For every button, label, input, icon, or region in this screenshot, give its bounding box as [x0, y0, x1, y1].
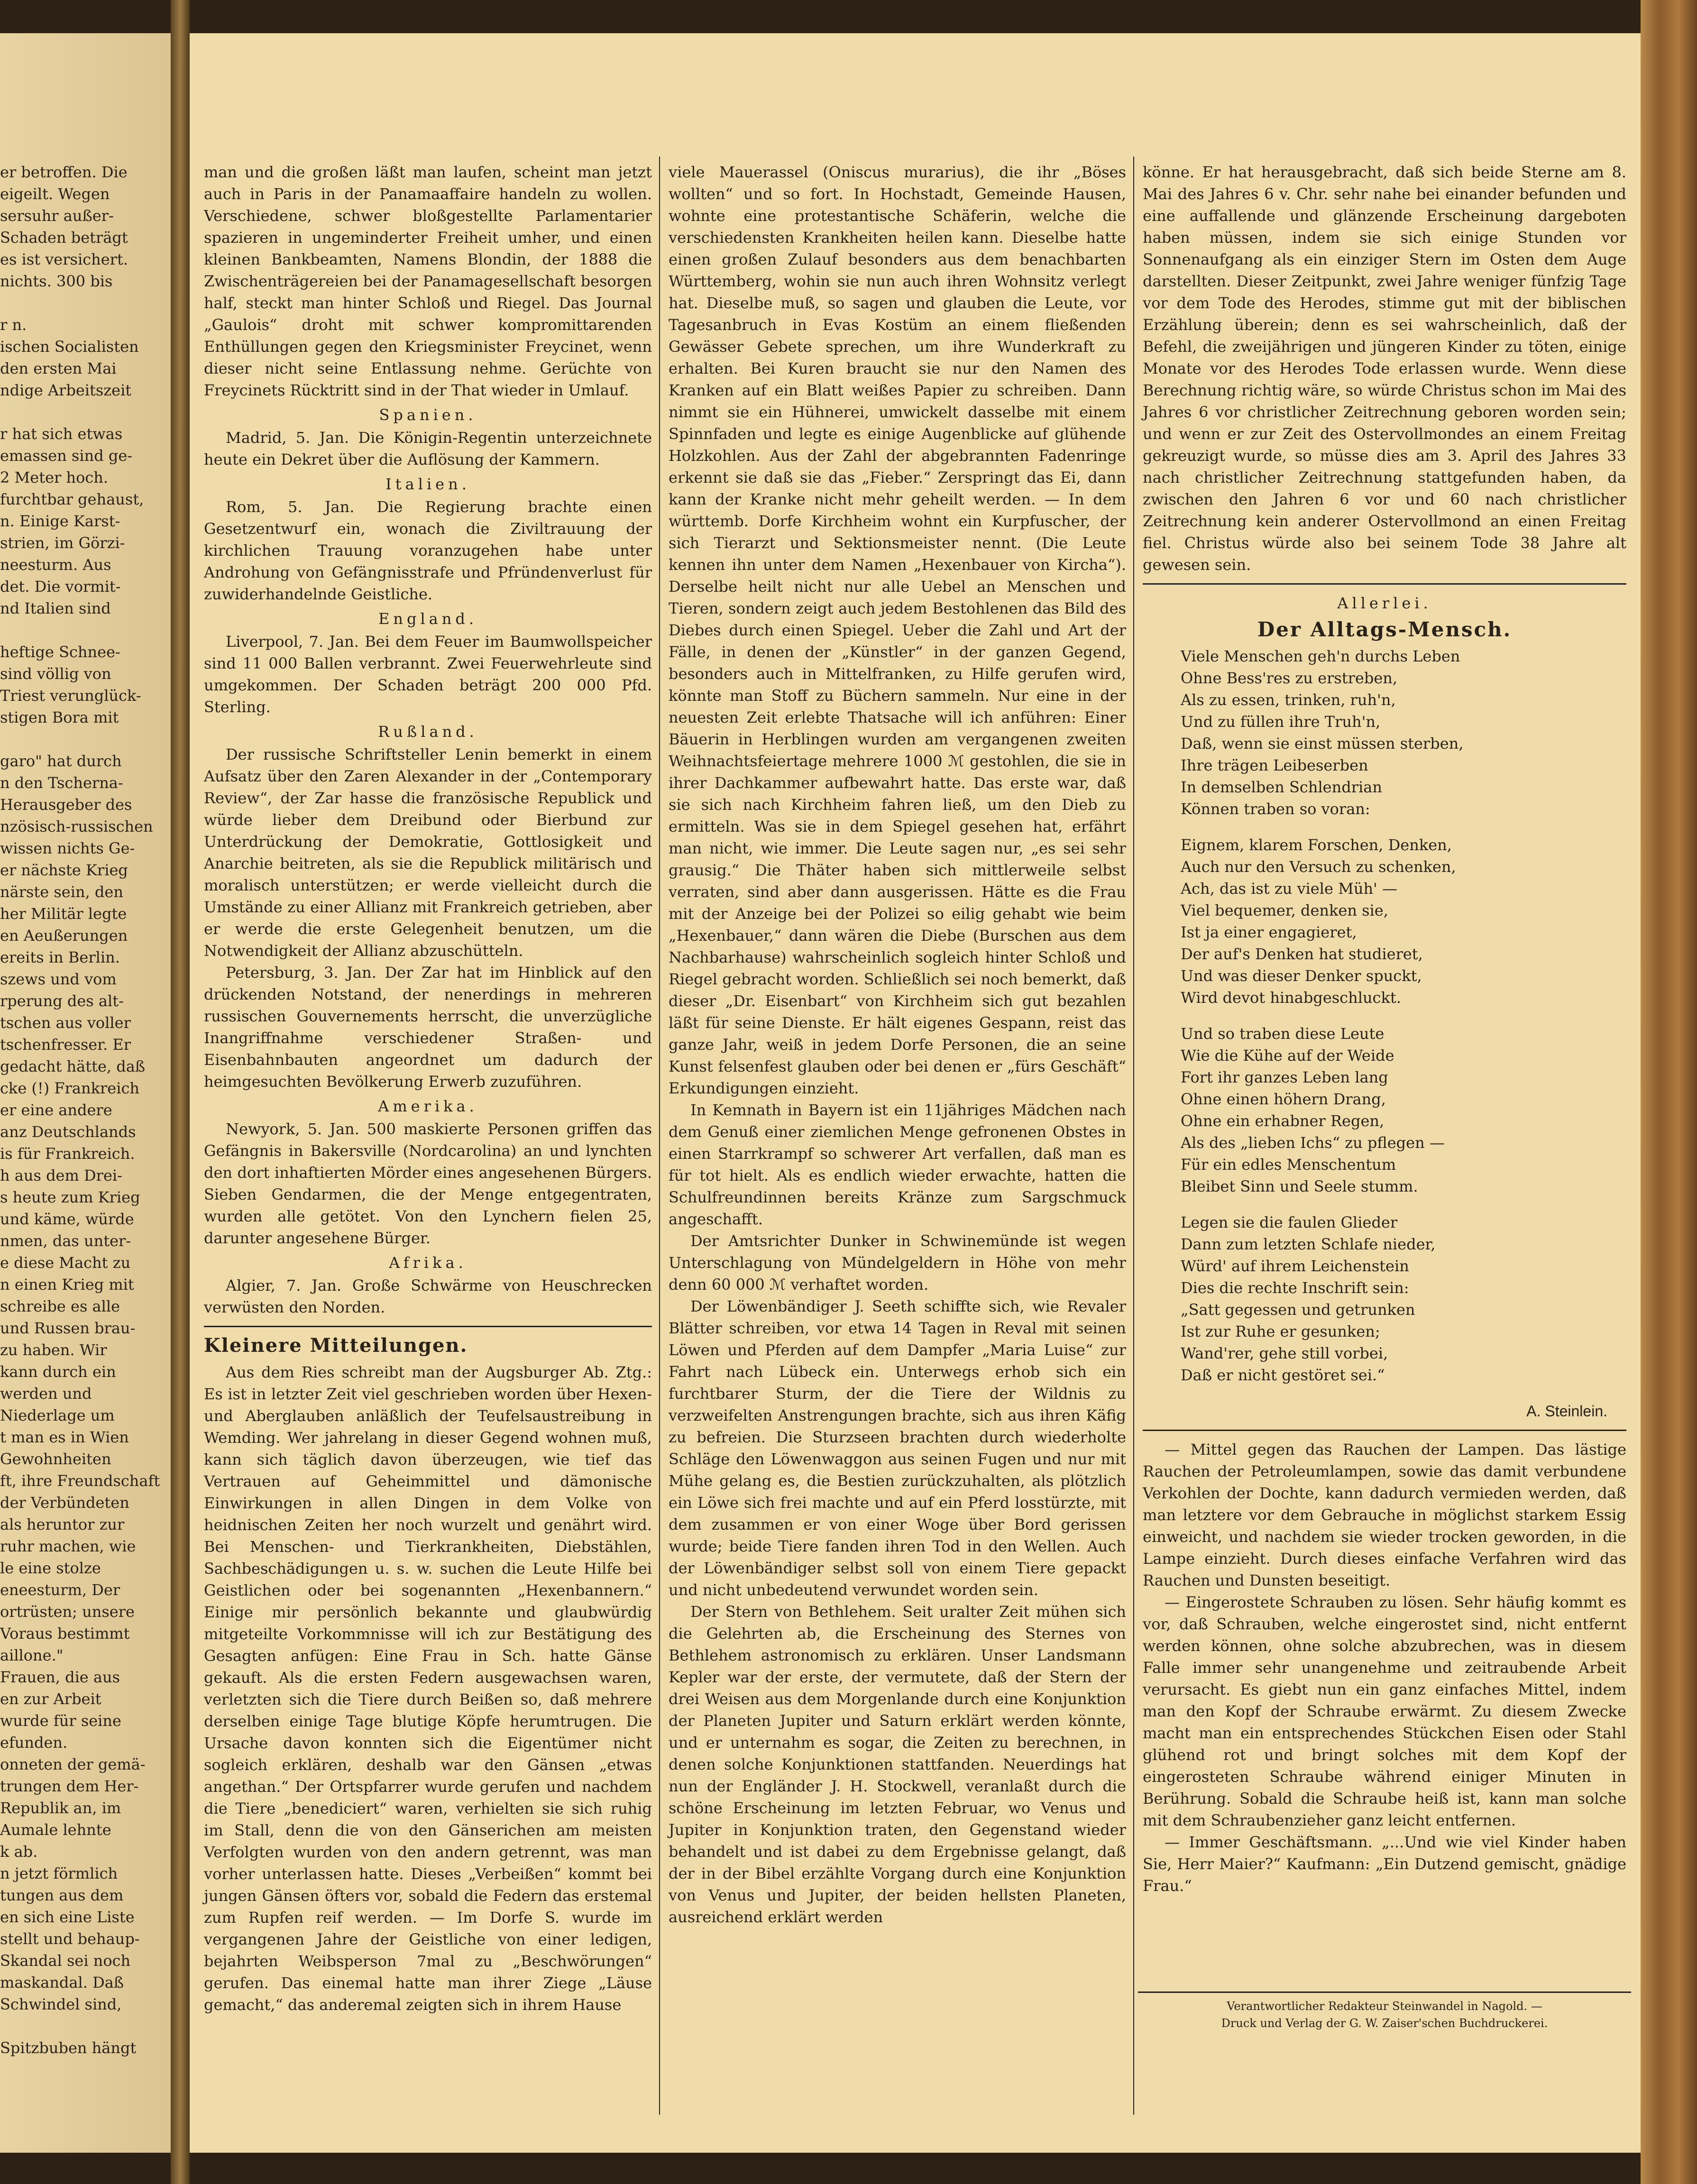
poem-line: Der auf's Denken hat studieret,: [1181, 945, 1423, 963]
left-page-line: Skandal sei noch: [0, 1952, 131, 1970]
left-page-line: det. Die vormit-: [0, 578, 121, 596]
left-page-line: rperung des alt-: [0, 992, 124, 1010]
left-page-line: kann durch ein: [0, 1363, 116, 1381]
africa-paragraph: Algier, 7. Jan. Große Schwärme von Heuschrecken verwüsten den Norden.: [204, 1276, 652, 1316]
section-divider-3: [1143, 1430, 1626, 1431]
heading-spain: Spanien.: [379, 406, 477, 424]
section-divider-2: [1143, 583, 1626, 585]
poem-line: Wird devot hinabgeschluckt.: [1181, 989, 1401, 1007]
poem-line: Viel bequemer, denken sie,: [1181, 901, 1388, 919]
left-page-line: ortrüsten; unsere: [0, 1603, 135, 1621]
judge-paragraph: Der Amtsrichter Dunker in Schwinemünde ist wegen Unterschlagung von Mündelgeldern in Höhe von mehr denn 60 000 ℳ verhaftet worden.: [669, 1232, 1126, 1294]
poem-title: Der Alltags-Mensch.: [1257, 618, 1512, 641]
poem-line: Und so traben diese Leute: [1181, 1025, 1385, 1043]
column-rule-1: [659, 156, 660, 2115]
left-page-line: der Verbündeten: [0, 1494, 129, 1512]
left-page-line: r n.: [0, 316, 27, 334]
poem-line: Als zu essen, trinken, ruh'n,: [1181, 691, 1396, 709]
poem-line: Ist zur Ruhe er gesunken;: [1181, 1322, 1380, 1340]
left-page-column: [0, 161, 166, 2059]
superstition-paragraph: Aus dem Ries schreibt man der Augsburger Ab. Ztg.: Es ist in letzter Zeit viel geschrieben worden über Hexen- und Aberglauben anläßlich der Teufelsaustreibung in Wemding. Wer jahrelang in dieser Gegend wohnen muß, kann sich täglich davon überzeugen, wie tief das Vertrauen auf Geheimmittel und dämonische Einwirkungen in allen Dingen in dem Volke von heidnischen Zeiten her noch wurzelt und genährt wird. Bei Menschen- und Tierkrankheiten, Diebstählen, Sachbeschädigungen u. s. w. suchen die Leute Hilfe bei Geistlichen oder bei sogenannten „Hexenbannern.“ Einige mir persönlich bekannte und glaubwürdig mitgeteilte Vorkommnisse will ich zur Bestätigung des Gesagten anfügen: Eine Frau in Sch. hatte Gänse gekauft. Als die ersten Federn ausgewachsen waren, verletzten sich die Tiere durch Beißen so, daß mehrere derselben einige Tage blutige Köpfe herumtrugen. Die Ursache davon konnten sich die Eigentümer nicht sogleich erklären, deshalb war den Gänsen „etwas angethan.“ Der Ortspfarrer wurde gerufen und nachdem die Tiere „benediciert“ waren, verhielten sie sich ruhig im Stall, denn die von den Gänserichen am meisten Verfolgten wurden von den andern getrennt, was man vorher unterlassen hatte. Dieses „Verbeißen“ kommt bei jungen Gänsen öfters vor, sobald die Federn das erstemal zum Rupfen reif werden. — Im Dorfe S. wurde im vergangenen Jahre der Geistliche von einer ledigen, bejahrten Weibsperson 7mal zu „Beschwörungen“ gerufen. Das einemal hatte man ihrer Ziege „Läuse gemacht,“ das anderemal zeigten sich in ihrem Hause: [204, 1363, 652, 2014]
left-page-line: neesturm. Aus: [0, 556, 111, 574]
left-page-line: r hat sich etwas: [0, 425, 123, 443]
imprint: [1138, 1991, 1631, 2032]
left-page-line: en zur Arbeit: [0, 1690, 101, 1708]
left-page-line: szews und vom: [0, 970, 117, 988]
poem-line: Ist ja einer engagieret,: [1181, 923, 1357, 941]
left-page-line: als heruntor zur: [0, 1515, 125, 1533]
left-page-line: ft, ihre Freundschaft: [0, 1472, 160, 1490]
left-page-line: eneesturm, Der: [0, 1581, 120, 1599]
left-page-line: tungen aus dem: [0, 1886, 124, 1904]
left-page-line: cke (!) Frankreich: [0, 1079, 139, 1097]
column-2: [669, 161, 1126, 2120]
star-bethlehem-paragraph: Der Stern von Bethlehem. Seit uralter Zeit mühen sich die Gelehrten ab, die Erscheinung des Sternes von Bethlehem astronomisch zu erklären. Unser Landsmann Kepler war der erste, der vermutete, daß der Stern der drei Weisen aus dem Morgenlande durch eine Konjunktion der Planeten Jupiter und Saturn erklärt werden könnte, und er unternahm es sogar, die Zeiten zu berechnen, in denen solche Konjunktionen stattfanden. Neuerdings hat nun der Engländer J. H. Stockwell, veranlaßt durch die schöne Erscheinung im letzten Februar, wo Venus und Jupiter in Konjunktion traten, den Gegenstand wieder behandelt und ist dabei zu dem Ergebnisse gelangt, daß der in der Bibel erzählte Vorgang durch eine Konjunktion von Venus und Jupiter, der beiden hellsten Planeten, ausreichend erklärt werden: [669, 1603, 1126, 1926]
italy-paragraph: Rom, 5. Jan. Die Regierung brachte einen Gesetzentwurf ein, wonach die Ziviltrauung der kirchlichen Trauung voranzugehen habe unter Androhung von Gefängnisstrafe und Pfründenverlust für zuwiderhandelnde Geistliche.: [204, 498, 652, 603]
left-page-line: s heute zum Krieg: [0, 1188, 140, 1206]
poem-stanza-3: [1181, 1023, 1626, 1197]
left-page-line: n. Einige Karst-: [0, 512, 120, 530]
poem-line: Dann zum letzten Schlafe nieder,: [1181, 1235, 1436, 1253]
poem-line: Viele Menschen geh'n durchs Leben: [1181, 647, 1460, 665]
heading-africa: Afrika.: [389, 1254, 467, 1272]
left-page-line: Triest verunglück-: [0, 687, 141, 705]
left-page-line: ischen Socialisten: [0, 338, 139, 356]
left-page-line: her Militär legte: [0, 905, 127, 923]
left-page-line: Schaden beträgt: [0, 229, 128, 247]
poem-stanza-4: [1181, 1211, 1626, 1386]
heading-america: Amerika.: [378, 1097, 478, 1115]
lion-tamer-paragraph: Der Löwenbändiger J. Seeth schiffte sich, wie Revaler Blätter schreiben, vor etwa 14 Tagen in Reval mit seinen Löwen und Pferden auf dem Dampfer „Maria Luise“ zur Fahrt nach Lübeck ein. Unterwegs erhob sich ein furchtbarer Sturm, der die Tiere der Wildnis zu verzweifelten Anstrengungen brachte, sich aus ihren Käfig zu befreien. Die Sturzseen brachten durch wiederholte Schläge den Löwenwaggon aus seinen Fugen und nur mit Mühe gelang es, die Bestien zurückzuhalten, als plötzlich ein Löwe sich frei machte und auf ein Pferd losstürzte, mit dem zusammen er von einer Woge über Bord gerissen wurde; beide Tiere fanden ihren Tod in den Wellen. Auch der Löwenbändiger selbst soll von einem Tiere gepackt und nicht unbedeutend verwundet worden sein.: [669, 1297, 1126, 1599]
book-gutter: [171, 0, 190, 2184]
left-page-line: efunden.: [0, 1734, 68, 1752]
poem-line: Als des „lieben Ichs“ zu pflegen —: [1181, 1134, 1445, 1152]
left-page-line: en sich eine Liste: [0, 1908, 135, 1926]
poem-line: Und was dieser Denker spuckt,: [1181, 967, 1422, 985]
poem-line: Daß er nicht gestöret sei.“: [1181, 1366, 1385, 1384]
joke-paragraph: — Immer Geschäftsmann. „...Und wie viel Kinder haben Sie, Herr Maier?“ Kaufmann: „Ein Dutzend gemischt, gnädige Frau.“: [1143, 1833, 1626, 1895]
left-page-line: [0, 728, 166, 750]
america-paragraph: Newyork, 5. Jan. 500 maskierte Personen griffen das Gefängnis in Bakersville (Nordcarolina) an und lynchten den dort inhaftierten Mörder eines angesehenen Bürgers. Sieben Gendarmen, die der Menge entgegentraten, wurden alle getötet. Von den Lynchern fielen 25, darunter angesehene Bürger.: [204, 1120, 652, 1247]
left-page-line: n jetzt förmlich: [0, 1864, 118, 1882]
lamp-tip-paragraph: — Mittel gegen das Rauchen der Lampen. Das lästige Rauchen der Petroleumlampen, sowie das damit verbundene Verkohlen der Dochte, kann dadurch vermieden werden, daß man letztere vor dem Gebrauche in möglichst starkem Essig einweicht, und nachdem sie wieder trocken geworden, in die Lampe einzieht. Durch dieses einfache Verfahren wird das Rauchen und Dunsten beseitigt.: [1143, 1441, 1626, 1589]
left-page-line: ndige Arbeitszeit: [0, 381, 132, 399]
poem-line: Wand'rer, gehe still vorbei,: [1181, 1344, 1388, 1362]
poem-line: Eignem, klarem Forschen, Denken,: [1181, 836, 1452, 854]
left-page-line: Herausgeber des: [0, 796, 132, 814]
poem-line: Würd' auf ihrem Leichenstein: [1181, 1257, 1409, 1275]
poem-line: „Satt gegessen und getrunken: [1181, 1301, 1415, 1319]
left-page-line: wissen nichts Ge-: [0, 839, 135, 857]
left-page-line: [0, 619, 166, 641]
left-page-line: t man es in Wien: [0, 1428, 129, 1446]
poem-line: Bleibet Sinn und Seele stumm.: [1181, 1177, 1418, 1195]
england-paragraph: Liverpool, 7. Jan. Bei dem Feuer im Baumwollspeicher sind 11 000 Ballen verbrannt. Zwei Feuerwehrleute sind umgekommen. Der Schaden beträgt 200 000 Pfd. Sterling.: [204, 633, 652, 716]
poem-line: Fort ihr ganzes Leben lang: [1181, 1068, 1388, 1086]
column-1: [204, 161, 652, 2120]
heading-italy: Italien.: [385, 475, 470, 493]
left-page-line: heftige Schnee-: [0, 643, 120, 661]
poem-line: Ach, das ist zu viele Müh' —: [1181, 880, 1398, 898]
poem: [1143, 645, 1626, 1386]
left-page-line: sersuhr außer-: [0, 207, 114, 225]
left-page-line: und Russen brau-: [0, 1319, 136, 1337]
left-page-line: werden und: [0, 1385, 92, 1403]
left-page-line: e diese Macht zu: [0, 1254, 131, 1272]
russia-paragraph-1: Der russische Schriftsteller Lenin bemerkt in einem Aufsatz über den Zaren Alexander in der „Contemporary Review“, der Zar hasse die französische Republick und würde lieber dem Dreibund oder Bierbund zur Unterdrückung der Demokratie, Gottlosigkeit und Anarchie beitreten, als sie die Republick militärisch und moralisch unterstützen; er werde vielleicht durch die Umstände zu einer Allianz mit Frankreich getrieben, aber er werde die erste Gelegenheit benutzen, um die Notwendigkeit der Allianz abzuschütteln.: [204, 745, 652, 960]
poem-author: A. Steinlein.: [1526, 1403, 1607, 1420]
heading-miscellany: Allerlei.: [1337, 594, 1432, 612]
poem-line: Ohne Bess'res zu erstreben,: [1181, 669, 1398, 687]
russia-paragraph-2: Petersburg, 3. Jan. Der Zar hat im Hinblick auf den drückenden Notstand, der nenerdings in mehreren russischen Gouvernements herrscht, die unverzügliche Inangriffnahme verschiedener Straßen- und Eisenbahnbauten angeordnet um dadurch der heimgesuchten Bevölkerung Erwerb zuzuführen.: [204, 964, 652, 1091]
left-page-line: Schwindel sind,: [0, 1995, 122, 2013]
left-page-line: n den Tscherna-: [0, 774, 123, 792]
left-page-line: den ersten Mai: [0, 359, 117, 377]
left-page-line: tschenfresser. Er: [0, 1036, 131, 1054]
poem-line: Ohne ein erhabner Regen,: [1181, 1112, 1385, 1130]
left-page-line: k ab.: [0, 1843, 38, 1861]
left-page-line: ruhr machen, wie: [0, 1537, 136, 1555]
section-divider: [204, 1326, 652, 1327]
imprint-publisher: Druck und Verlag der G. W. Zaiser'schen Buchdruckerei.: [1221, 2017, 1548, 2030]
star-continuation-paragraph: könne. Er hat herausgebracht, daß sich beide Sterne am 8. Mai des Jahres 6 v. Chr. sehr nahe bei einander befunden und eine auffallende und glänzende Erscheinung dargeboten haben müssen, indem sie sich einige Stunden vor Sonnenaufgang als ein einziger Stern im Osten dem Auge darstellten. Dieser Zeitpunkt, zwei Jahre weniger fünfzig Tage vor dem Tode des Herodes, stimme gut mit der biblischen Erzählung überein; denn es sei wahrscheinlich, daß der Befehl, die zweijährigen und jüngeren Kinder zu töten, einige Monate vor des Herodes Tode erlassen wurde. Wenn diese Berechnung richtig wäre, so würde Christus schon im Mai des Jahres 6 vor christlicher Zeitrechnung geboren worden sein; und wenn er zur Zeit des Ostervollmondes an einem Freitag gekreuzigt wurde, so müsse dies am 3. April des Jahres 33 nach christlicher Zeitrechnung stattgefunden haben, da zwischen den Jahren 6 vor und 60 nach christlicher Zeitrechnung kein anderer Ostervollmond an einen Freitag fiel. Christus würde also bei seinem Tode 38 Jahre alt gewesen sein.: [1143, 163, 1626, 574]
left-page-line: strien, im Görzi-: [0, 534, 125, 552]
left-page-line: maskandal. Daß: [0, 1973, 124, 1991]
poem-line: Ohne einen höhern Drang,: [1181, 1090, 1386, 1108]
left-page-line: anz Deutschlands: [0, 1123, 136, 1141]
left-page-line: stigen Bora mit: [0, 708, 119, 726]
screw-tip-paragraph: — Eingerostete Schrauben zu lösen. Sehr häufig kommt es vor, daß Schrauben, welche eingerostet sind, nicht entfernt werden können, ohne solche abzubrechen, was in diesem Falle immer sehr unangenehme und zeitraubende Arbeit verursacht. Es giebt nun ein ganz einfaches Mittel, indem man den Kopf der Schraube erwärmt. Zu diesem Zwecke macht man ein entsprechendes Stückchen Eisen oder Stahl glühend rot und bringt solches mit dem Kopf der eingerosteten Schraube während einiger Minuten in Berührung. Sobald die Schraube heiß ist, kann man solche mit dem Schraubenzieher ganz leicht entfernen.: [1143, 1593, 1626, 1829]
left-page-line: wurde für seine: [0, 1712, 121, 1730]
poem-line: Legen sie die faulen Glieder: [1181, 1213, 1398, 1231]
left-page-line: trungen dem Her-: [0, 1777, 139, 1795]
left-page-line: en Aeußerungen: [0, 927, 128, 945]
left-page-line: sind völlig von: [0, 665, 111, 683]
left-page-fragment: [0, 33, 171, 2153]
left-page-line: er nächste Krieg: [0, 861, 128, 879]
left-page-line: [0, 292, 166, 314]
poem-line: Können traben so voran:: [1181, 800, 1370, 818]
left-page-line: und käme, würde: [0, 1210, 134, 1228]
left-page-line: [0, 2015, 166, 2037]
poem-line: Und zu füllen ihre Truh'n,: [1181, 713, 1381, 731]
left-page-line: eigeilt. Wegen: [0, 185, 110, 203]
left-page-line: onneten der gemä-: [0, 1755, 146, 1773]
imprint-editor: Verantwortlicher Redakteur Steinwandel in Nagold. —: [1227, 2000, 1542, 2013]
healer-paragraph: viele Mauerassel (Oniscus murarius), die ihr „Böses wollten“ und so fort. In Hochstadt, Gemeinde Hausen, wohnte eine protestantische Schäferin, welche die verschiedensten Krankheiten heilen kann. Dieselbe hatte einen großen Zulauf besonders aus dem benachbarten Württemberg, wohin sie nun auch ihren Wohnsitz verlegt hat. Dieselbe muß, so sagen und glauben die Leute, vor Tagesanbruch in Evas Kostüm an einem fließenden Gewässer Gebete sprechen, um ihre Wunderkraft zu erhalten. Bei Kuren braucht sie nur den Namen des Kranken auf ein Blatt weißes Papier zu schreiben. Dann nimmt sie ein Hühnerei, umwickelt dasselbe mit einem Spinnfaden und legte es einige Augenblicke auf glühende Holzkohlen. Aus der Zahl der abgebrannten Fadenringe erkennt sie daß sie das „Fieber.“ Zerspringt das Ei, dann kann der Kranke nicht mehr geheilt werden. — In dem württemb. Dorfe Kirchheim wohnt ein Kurpfuscher, der sich Tierarzt und Sektionsmeister nennt. (Die Leute kennen ihn unter dem Namen „Hexenbauer von Kircha“). Derselbe heilt nicht nur alle Uebel an Menschen und Tieren, sondern zeigt auch jedem Bestohlenen das Bild des Diebes durch einen Spiegel. Ueber die Zahl und Art der Fälle, in denen der „Künstler“ in der ganzen Gegend, besonders auch in Mittelfranken, zu Hilfe gerufen wird, könnte man Stoff zu Büchern sammeln. Nur eine in der neuesten Zeit erlebte Thatsache will ich anführen: Einer Bäuerin in Herblingen wurden am vergangenen zweiten Weihnachtsfeiertage mehrere 1000 ℳ gestohlen, die sie in ihrer Dachkammer aufbewahrt hatte. Das erste war, daß sie sich nach Kirchheim fahren ließ, um den Dieb zu ermitteln. Was sie in dem Spiegel gesehen hat, erfährt man nicht, wie immer. Die Leute sagen nur, „es sei sehr grausig.“ Die Thäter haben sich mittlerweile selbst verraten, sind aber dann ausgerissen. Hätte es die Frau mit der Anzeige bei der Polizei so eilig gehabt wie beim „Hexenbauer,“ dann wären die Diebe (Burschen aus dem Nachbarhause) wahrscheinlich sogleich hinter Schloß und Riegel gebracht worden. Schließlich sei noch bemerkt, daß dieser „Dr. Eisenbart“ von Kirchheim sich gut bezahlen läßt für seine Dienste. Er hält eigenes Gespann, reist das ganze Jahr, weiß in jedem Dorfe Personen, die an seine Kunst felsenfest glauben oder bei denen er „fürs Geschäft“ Erkundigungen einzieht.: [669, 163, 1126, 1097]
left-page-line: Voraus bestimmt: [0, 1624, 130, 1643]
left-page-line: Aumale lehnte: [0, 1821, 111, 1839]
left-page-line: Niederlage um: [0, 1406, 115, 1424]
left-page-line: zu haben. Wir: [0, 1341, 107, 1359]
poem-line: Wie die Kühe auf der Weide: [1181, 1046, 1394, 1064]
left-page-line: [0, 401, 166, 423]
left-page-line: nd Italien sind: [0, 599, 111, 617]
left-page-line: Republik an, im: [0, 1799, 121, 1817]
left-page-line: ereits in Berlin.: [0, 948, 120, 966]
left-page-line: tschen aus voller: [0, 1014, 131, 1032]
left-page-line: Frauen, die aus: [0, 1668, 120, 1686]
poem-line: Ihre trägen Leibeserben: [1181, 756, 1368, 774]
left-page-line: er eine andere: [0, 1101, 112, 1119]
left-page-line: närste sein, den: [0, 883, 123, 901]
poem-line: Für ein edles Menschentum: [1181, 1156, 1396, 1174]
left-page-line: aillone.": [0, 1646, 64, 1664]
left-page-line: furchtbar gehaust,: [0, 490, 144, 508]
book-cover-edge: [1641, 0, 1697, 2184]
left-page-line: stellt und behaup-: [0, 1930, 140, 1948]
poem-stanza-2: [1181, 834, 1626, 1009]
column-3: [1143, 161, 1626, 1954]
kemnath-paragraph: In Kemnath in Bayern ist ein 11jähriges Mädchen nach dem Genuß einer ziemlichen Menge gefronenen Obstes in einen Starrkrampf so schwerer Art verfallen, daß man es für tot hielt. Als es endlich wieder erwachte, hatten die Schulfreundinnen bereits Kränze zum Sargschmuck angeschafft.: [669, 1101, 1126, 1228]
column-rule-2: [1133, 156, 1134, 2115]
poem-line: In demselben Schlendrian: [1181, 778, 1382, 796]
left-page-line: schreibe es alle: [0, 1297, 120, 1315]
heading-england: England.: [378, 610, 478, 628]
left-page-line: Gewohnheiten: [0, 1450, 111, 1468]
left-page-line: nzösisch-russischen: [0, 817, 153, 835]
poem-stanza-1: [1181, 645, 1626, 820]
paris-paragraph: man und die großen läßt man laufen, scheint man jetzt auch in Paris in der Panamaaffaire handeln zu wollen. Verschiedene, schwer bloßgestellte Parlamentarier spazieren in ungeminderter Freiheit umher, und einen kleinen Bankbeamten, Namens Blondin, der 1888 die Zwischenträgereien bei der Panamagesellschaft besorgen half, steckt man hinter Schloß und Riegel. Das Journal „Gaulois“ droht mit schwer kompromittarenden Enthüllungen gegen den Kriegsminister Freycinet, wenn dieser nicht seine Entlassung nehme. Gerüchte von Freycinets Rücktritt sind in der That wieder in Umlauf.: [204, 163, 652, 399]
left-page-line: nichts. 300 bis: [0, 272, 113, 290]
spain-paragraph: Madrid, 5. Jan. Die Königin-Regentin unterzeichnete heute ein Dekret über die Auflösung der Kammern.: [204, 429, 652, 468]
left-page-line: gedacht hätte, daß: [0, 1057, 146, 1075]
left-page-line: emassen sind ge-: [0, 447, 133, 465]
left-page-line: n einen Krieg mit: [0, 1276, 134, 1294]
left-page-line: is für Frankreich.: [0, 1145, 135, 1163]
left-page-line: Spitzbuben hängt: [0, 2039, 137, 2057]
left-page-line: nmen, das unter-: [0, 1232, 131, 1250]
heading-small-news: Kleinere Mitteilungen.: [204, 1334, 468, 1357]
left-page-line: le eine stolze: [0, 1559, 101, 1577]
left-page-line: er betroffen. Die: [0, 163, 128, 181]
poem-line: Auch nur den Versuch zu schenken,: [1181, 858, 1456, 876]
poem-line: Dies die rechte Inschrift sein:: [1181, 1279, 1409, 1297]
heading-russia: Rußland.: [378, 723, 478, 741]
left-page-line: 2 Meter hoch.: [0, 468, 109, 486]
left-page-line: garo" hat durch: [0, 752, 122, 770]
left-page-line: es ist versichert.: [0, 250, 128, 268]
left-page-line: h aus dem Drei-: [0, 1166, 122, 1184]
poem-line: Daß, wenn sie einst müssen sterben,: [1181, 734, 1464, 752]
newspaper-page: [190, 33, 1641, 2153]
